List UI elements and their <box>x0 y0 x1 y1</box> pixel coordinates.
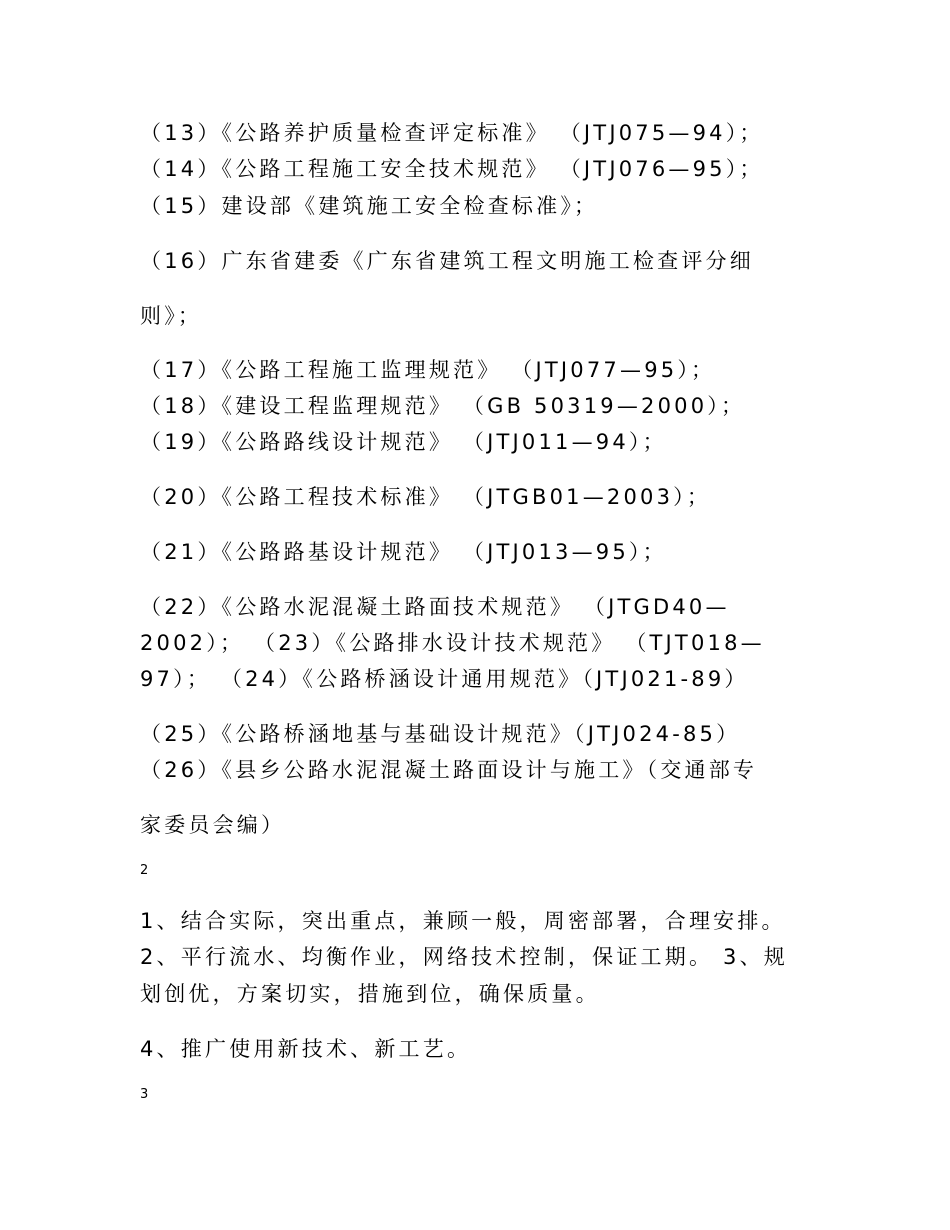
reference-item-18: （18）《建设工程监理规范》 （GB 50319—2000）； <box>140 394 746 418</box>
reference-item-20: （20）《公路工程技术标准》 （JTGB01—2003）； <box>140 485 712 509</box>
reference-item-16: （16）广东省建委《广东省建筑工程文明施工检查评分细 <box>140 249 754 273</box>
reference-item-19: （19）《公路路线设计规范》 （JTJ011—94）； <box>140 430 667 454</box>
reference-item-14: （14）《公路工程施工安全技术规范》 （JTJ076—95）； <box>140 157 764 181</box>
reference-item-23-24: 97）； （24）《公路桥涵设计通用规范》（JTJ021-89） <box>140 667 749 691</box>
reference-item-15: （15）建设部《建筑施工安全检查标准》； <box>140 194 599 218</box>
reference-item-22: （22）《公路水泥混凝土路面技术规范》 （JTGD40— <box>140 595 730 619</box>
reference-item-26-cont: 家委员会编） <box>140 813 286 837</box>
reference-item-16-cont: 则》； <box>140 304 203 328</box>
reference-item-25: （25）《公路桥涵地基与基础设计规范》（JTJ024-85） <box>140 722 741 746</box>
reference-item-26: （26）《县乡公路水泥混凝土路面设计与施工》（交通部专 <box>140 758 758 782</box>
principle-2-3: 2、平行流水、均衡作业，网络技术控制，保证工期。 3、规 <box>140 945 788 969</box>
reference-item-21: （21）《公路路基设计规范》 （JTJ013—95）； <box>140 540 667 564</box>
reference-item-17: （17）《公路工程施工监理规范》 （JTJ077—95）； <box>140 358 716 382</box>
reference-item-22-23: 2002）； （23）《公路排水设计技术规范》 （TJT018— <box>140 631 765 655</box>
principle-4: 4、推广使用新技术、新工艺。 <box>140 1037 472 1061</box>
reference-item-13: （13）《公路养护质量检查评定标准》 （JTJ075—94）； <box>140 121 764 145</box>
section-number-3: 3 <box>140 1087 149 1102</box>
principle-3-cont: 划创优，方案切实，措施到位，确保质量。 <box>140 982 600 1006</box>
section-number-2: 2 <box>140 863 149 878</box>
principle-1: 1、结合实际，突出重点，兼顾一般，周密部署，合理安排。 <box>140 909 786 933</box>
